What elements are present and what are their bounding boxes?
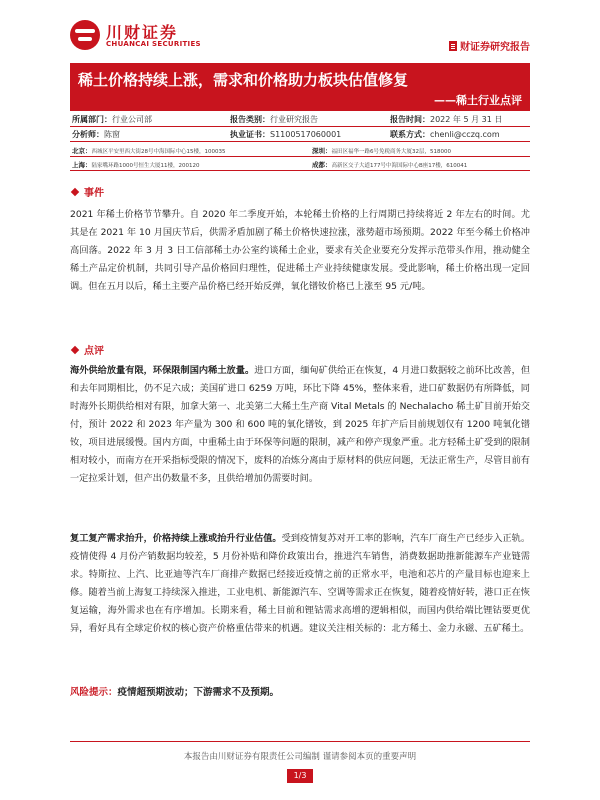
diamond-bullet-icon xyxy=(71,188,79,196)
logo-chinese-name: 川财证券 xyxy=(106,23,179,42)
diamond-bullet-icon xyxy=(71,346,79,354)
document-icon xyxy=(449,41,457,51)
address-chengdu: 成都：高新区交子大道177号中海国际中心B座17楼，610041 xyxy=(312,161,468,169)
certificate-cell: 执业证书：S1100517060001 xyxy=(230,130,342,139)
report-type-tag xyxy=(449,38,530,53)
paragraph-lead: 复工复产需求抬升，价格持续上涨或抬升行业估值。 xyxy=(70,533,282,544)
footer-divider xyxy=(70,741,530,742)
address-shanghai: 上海：陆家嘴环路1000号恒生大厦11楼，200120 xyxy=(72,161,200,169)
report-subtitle: ——稀土行业点评 xyxy=(434,94,522,107)
address-beijing: 北京：西城区平安里西大街28号中海国际中心15楼，100035 xyxy=(72,147,226,155)
analyst-cell: 分析师：陈窗 xyxy=(72,130,120,139)
section-comment-heading: 点评 xyxy=(72,342,104,357)
section-event-heading: 事件 xyxy=(72,184,104,199)
page-number: 1/3 xyxy=(287,769,313,783)
logo-mark-icon xyxy=(70,20,100,50)
paragraph-lead: 海外供给放量有限，环保限制国内稀土放量。 xyxy=(70,365,255,376)
department-cell: 所属部门：行业公司部 xyxy=(72,115,152,124)
info-row xyxy=(70,127,530,142)
comment-paragraph-demand: 复工复产需求抬升，价格持续上涨或抬升行业估值。受到疫情复苏对开工率的影响，汽车厂商生产已经步入正轨。疫情使得 4 月份产销数据均较差，5 月份补贴和降价政策出台，推进汽车销售，消费数据助推新能源车产业链需求。特斯拉、上汽、比亚迪等汽车厂商排产数据已经接近疫情之前的正常水平，电池和芯片的产量目标也迎来上修。随着当前上海复工持续深入推进，工业电机、新能源汽车、空调等需求正在恢复，随着疫情好转，港口正在恢复运输，海外需求也在有序增加。长期来看，稀土目前和锂钴需求高增的逻辑相似，而国内供给端比锂钴要更优异，看好具有全球定价权的核心资产价格重估带来的机遇。建议关注相关标的：北方稀土、金力永磁、五矿稀土。 xyxy=(70,533,531,634)
logo-english-name: CHUANCAI SECURITIES xyxy=(106,40,201,48)
risk-label: 风险提示： xyxy=(70,687,118,698)
report-type-cell: 报告类别：行业研究报告 xyxy=(230,115,318,124)
report-title: 稀土价格持续上涨，需求和价格助力板块估值修复 xyxy=(78,71,409,89)
report-date-cell: 报告时间：2022 年 5 月 31 日 xyxy=(390,115,503,124)
company-logo xyxy=(70,20,230,52)
address-shenzhen: 深圳：福田区福华一路6号免税商务大厦32层，518000 xyxy=(312,147,451,155)
report-type-label: 财证券研究报告 xyxy=(460,42,530,53)
info-row xyxy=(70,112,530,127)
address-row xyxy=(70,143,530,157)
risk-warning xyxy=(70,684,279,698)
contact-cell: 联系方式：chenli@cczq.com xyxy=(390,130,500,139)
comment-paragraph-supply: 海外供给放量有限，环保限制国内稀土放量。进口方面，缅甸矿供给正在恢复，4 月进口数据较之前环比改善，但和去年同期相比，仍不足六成；美国矿进口 6259 万吨，环比下降 45%，整体来看，进口矿数据仍有所降低，同时海外长期供给相对有限，加拿大第一、北美第二大稀土生产商 Vital Metals 的 Nechalacho 稀土矿目前开始交付，预计 2022 和 2023 年产量为 300 和 600 吨的氧化镨钕，到 2025 年扩产后目前规划仅有 1200 吨氧化镨钕，项目进展缓慢。国内方面，中重稀土由于环保等问题的限制，减产和停产现象严重。北方轻稀土矿受到的限制相对较小，而南方在开采指标受限的情况下，废料的冶炼分离由于原材料的供应问题，无法正常生产，尽管目前有一定拉采计划，但产出仍数量不多，且供给增加仍需要时间。 xyxy=(70,365,531,484)
risk-text: 疫情超预期波动；下游需求不及预期。 xyxy=(117,687,280,698)
footer-disclaimer: 本报告由川财证券有限责任公司编制 谨请参阅本页的重要声明 xyxy=(183,752,417,762)
address-row xyxy=(70,157,530,171)
event-paragraph: 2021 年稀土价格节节攀升。自 2020 年二季度开始，本轮稀土价格的上行周期已持续将近 2 年左右的时间。尤其是在 2021 年 10 月国庆节后，供需矛盾加剧了稀土价格快速拉涨，涨势超市场预期。2022 年至今稀土价格冲高回落。2022 年 3 月 3 日工信部稀土办公室约谈稀土企业，要求有关企业要充分发挥示范带头作用，推动健全稀土产品定价机制，共同引导产品价格回归理性，促进稀土产业持续健康发展。受此影响，稀土价格出现一定回调。但在五月以后，稀土主要产品价格已经开始反弹，氧化镨钕价格已上涨至 95 元/吨。 xyxy=(70,209,530,292)
title-banner xyxy=(70,63,530,111)
